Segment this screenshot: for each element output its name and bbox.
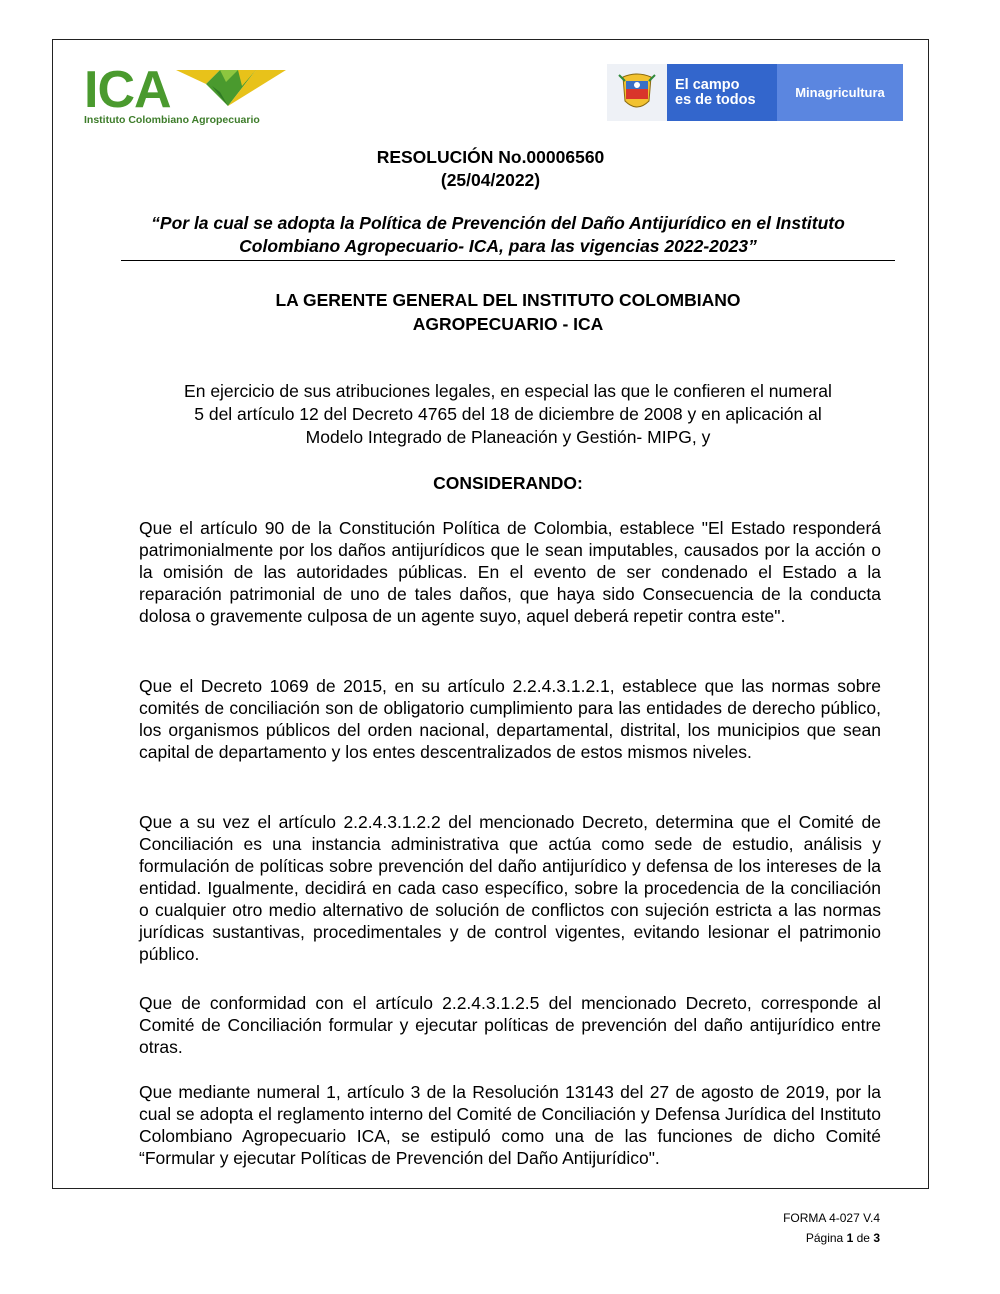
intro-line3: Modelo Integrado de Planeación y Gestión- MIPG, y [305,427,711,447]
el-campo-line1: El campo [675,76,740,93]
subject-underline [121,260,895,261]
authority-line1: LA GERENTE GENERAL DEL INSTITUTO COLOMBIANO [275,290,741,310]
colombia-seal-icon [607,64,667,121]
ica-emblem-icon [176,66,288,116]
page-total: 3 [873,1231,880,1245]
resolution-date: (25/04/2022) [440,170,541,190]
authority-line2: AGROPECUARIO - ICA [412,314,604,334]
resolution-number: RESOLUCIÓN No.00006560 [376,147,605,167]
el-campo-line2: es de todos [675,91,756,108]
paragraph-4: Que de conformidad con el artículo 2.2.4.3.1.2.5 del mencionado Decreto, corresponde al Comité de Conciliación formular y ejecutar políticas de prevención del daño antijurídico entre otras. [139,993,881,1057]
intro-line2: 5 del artículo 12 del Decreto 4765 del 18 de diciembre de 2008 y en aplicación al [194,404,822,424]
el-campo-label [667,64,777,121]
ica-logo-subtitle: Instituto Colombiano Agropecuario [84,114,260,126]
paragraph-2: Que el Decreto 1069 de 2015, en su artículo 2.2.4.3.1.2.1, establece que las normas sobre comités de conciliación son de obligatorio cumplimiento para las entidades de derecho público, los organismos públicos del orden nacional, departamental, distrital, los municipios que sean capital de departamento y los entes descentralizados de estos mismos niveles. [139,676,881,762]
considerando-heading: CONSIDERANDO: [433,473,583,493]
resolution-subject-line2: Colombiano Agropecuario- ICA, para las vigencias 2022-2023” [239,236,757,256]
intro-line1: En ejercicio de sus atribuciones legales, en especial las que le confieren el numeral [184,381,832,401]
paragraph-3: Que a su vez el artículo 2.2.4.3.1.2.2 del mencionado Decreto, determina que el Comité de Conciliación es una instancia administrativa que actúa como sede de estudio, análisis y formulación de políticas sobre prevención del daño antijurídico y defensa de los intereses de la entidad. Igualmente, decidirá en cada caso específico, sobre la procedencia de la conciliación o cualquier otro medio alternativo de solución de conflictos con sujeción estricta a las normas jurídicas sustantivas, procedimentales y de control vigentes, evitando lesionar el patrimonio público. [139,812,881,964]
document-page [52,39,929,1189]
ica-logo [84,61,274,128]
resolution-subject-line1: “Por la cual se adopta la Política de Prevención del Daño Antijurídico en el Instituto [151,213,845,233]
form-code: FORMA 4-027 V.4 [783,1211,880,1225]
page-prefix: Página [805,1231,844,1245]
ica-logo-letters: ICA [84,61,171,119]
paragraph-5: Que mediante numeral 1, artículo 3 de la Resolución 13143 del 27 de agosto de 2019, por la cual se adopta el reglamento interno del Comité de Conciliación y Defensa Jurídica del Instituto Colombiano Agropecuario ICA, se estipuló como una de las funciones de dicho Comité “Formular y ejecutar Políticas de Prevención del Daño Antijurídico". [139,1082,881,1168]
page-number [806,1231,880,1245]
page-current: 1 [846,1231,854,1245]
page-sep: de [856,1231,870,1245]
government-banner [607,64,903,121]
paragraph-1: Que el artículo 90 de la Constitución Política de Colombia, establece "El Estado responderá patrimonialmente por los daños antijurídicos que le sean imputables, causados por la acción o la omisión de las autoridades públicas. En el evento de ser condenado el Estado a la reparación patrimonial de uno de tales daños, que haya sido Consecuencia de la conducta dolosa o gravemente culposa de un agente suyo, aquel deberá repetir contra este". [139,518,881,626]
ministry-label: Minagricultura [777,64,903,121]
